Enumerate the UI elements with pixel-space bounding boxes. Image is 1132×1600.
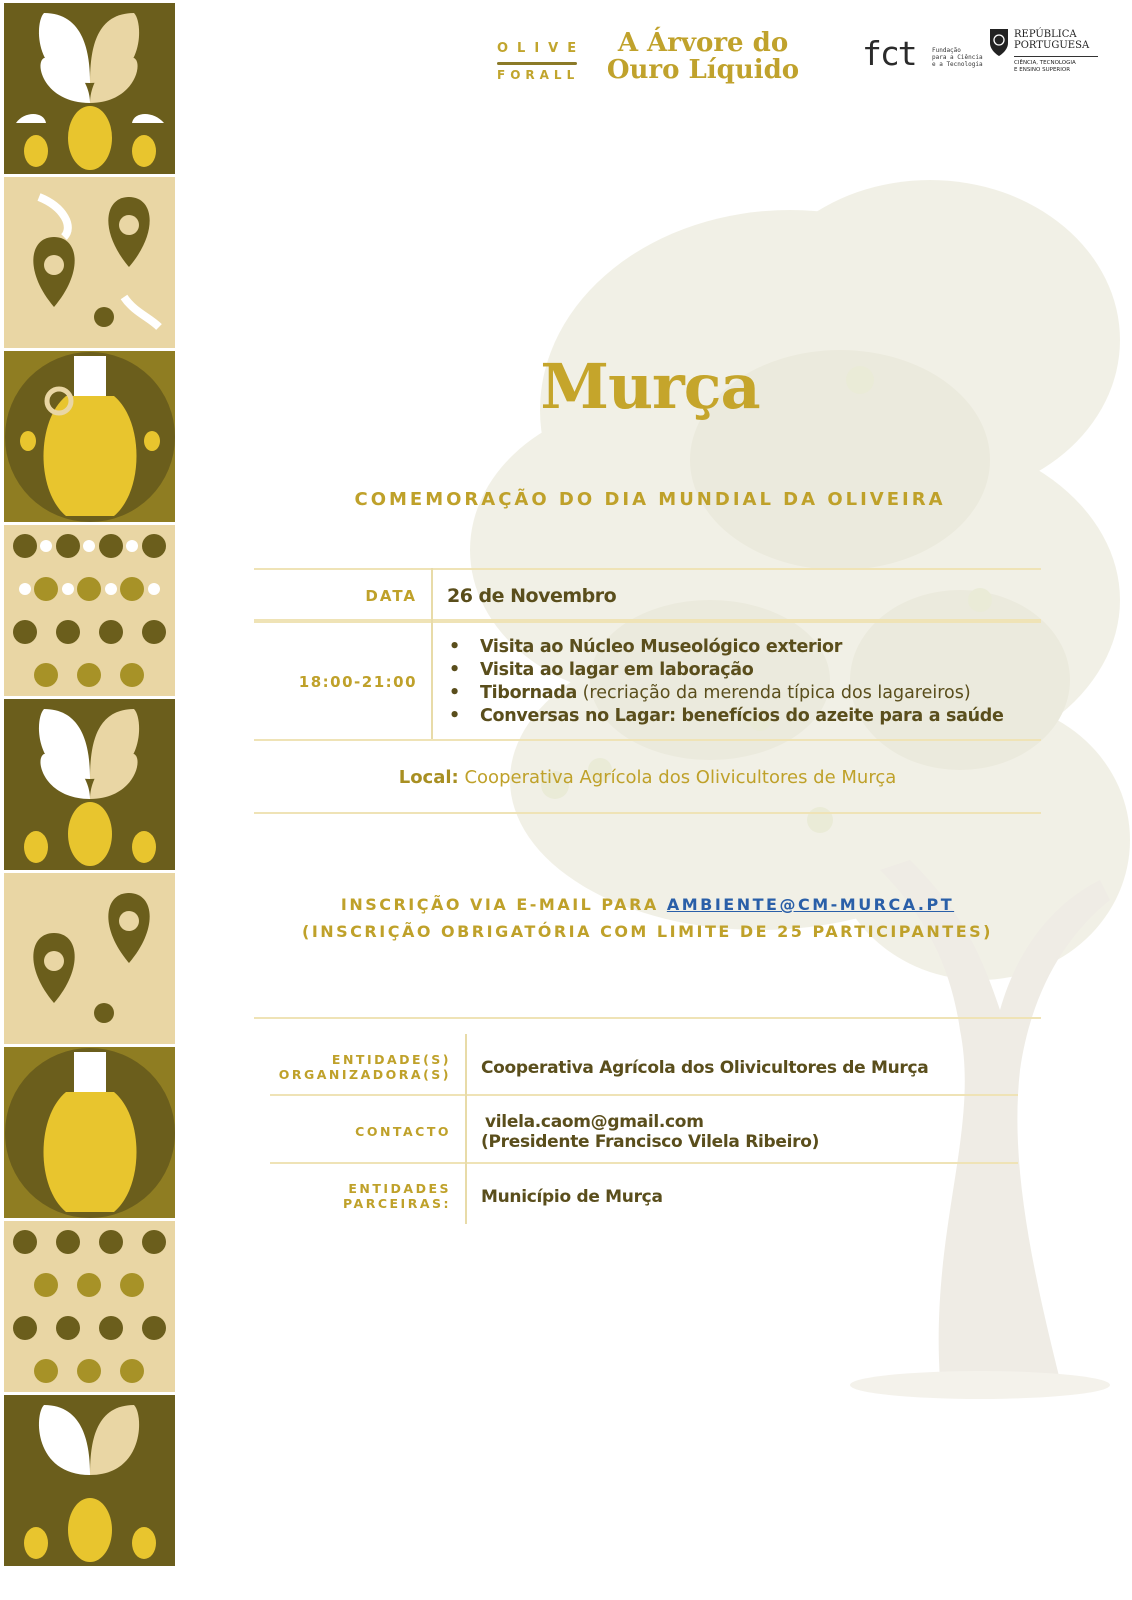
table-column-divider [465,1034,467,1224]
fct-caption-line: para a Ciência [932,54,983,61]
table-divider [254,568,1041,570]
fct-caption [932,47,992,68]
republica-line: REPÚBLICA [1014,29,1077,40]
list-item [448,682,1004,705]
contact-value [481,1112,819,1152]
geometric-pattern-tile [4,1221,175,1392]
olive-for-all-logo [497,41,586,87]
fct-caption-line: Fundação [932,47,961,54]
fct-logo [862,34,983,74]
leaf-olive-tile [4,699,175,870]
date-label: DATA [365,587,417,605]
contact-person: (Presidente Francisco Vilela Ribeiro) [481,1132,820,1152]
table-divider [254,619,1041,623]
fct-wordmark: fct [862,34,916,73]
list-item [448,659,1004,682]
decorative-tile-strip [4,3,175,1593]
logo-arvore-line1: A Árvore do [617,28,789,58]
organizer-label [266,1052,451,1082]
table-divider [270,1162,1018,1164]
location [254,767,1041,788]
geometric-pattern-tile [4,525,175,696]
activity-title: Conversas no Lagar: benefícios do azeite para a saúde [480,706,1004,726]
partners-value: Município de Murça [481,1187,663,1207]
logo-olive-text: OLIVE [497,41,586,56]
fct-caption-line: e a Tecnologia [932,61,983,68]
table-divider [254,1017,1041,1019]
oil-jar-tile [4,1047,175,1218]
contact-label: CONTACTO [355,1124,451,1139]
republica-name [1014,29,1089,51]
leaf-olive-tile [4,3,175,174]
logo-forall-text: FORALL [497,68,580,82]
page-title: Murça [540,350,760,423]
logo-divider [497,62,577,65]
organizer-label-line: ORGANIZADORA(S) [278,1067,451,1082]
registration-line [254,895,1041,914]
republica-line: PORTUGUESA [1014,40,1090,51]
arvore-ouro-liquido-logo [603,30,803,84]
registration-prefix: INSCRIÇÃO VIA E-MAIL PARA [340,895,667,914]
republica-ministry [1014,60,1076,74]
map-pin-tile [4,177,175,348]
location-label: Local: [398,767,459,788]
coat-of-arms-icon [988,27,1010,57]
republica-portuguesa-logo [988,27,1098,82]
partners-label-line: ENTIDADES [348,1181,451,1196]
republica-divider [1014,56,1098,57]
oil-jar-tile [4,351,175,522]
ministry-line: CIÊNCIA, TECNOLOGIA [1014,60,1076,66]
location-value: Cooperativa Agrícola dos Olivicultores de Murça [458,767,897,788]
registration-email-link[interactable]: AMBIENTE@CM-MURCA.PT [666,895,955,914]
ministry-line: E ENSINO SUPERIOR [1014,67,1071,73]
registration-note: (INSCRIÇÃO OBRIGATÓRIA COM LIMITE DE 25 PARTICIPANTES) [302,922,993,941]
partners-label-line: PARCEIRAS: [343,1196,451,1211]
partners-label [266,1181,451,1211]
leaf-olive-tile [4,1395,175,1593]
table-divider [254,812,1041,814]
activity-title: Visita ao Núcleo Museológico exterior [480,637,843,657]
activity-description: (recriação da merenda típica dos lagareiros) [577,683,971,703]
activities-list [448,636,1004,728]
table-divider [254,739,1041,741]
list-item [448,636,1004,659]
date-value: 26 de Novembro [447,585,617,607]
list-item [448,705,1004,728]
contact-email[interactable]: vilela.caom@gmail.com [485,1112,704,1132]
organizer-value: Cooperativa Agrícola dos Olivicultores de Murça [481,1058,929,1078]
logo-arvore-line2: Ouro Líquido [606,55,800,85]
activity-title: Visita ao lagar em laboração [480,660,754,680]
activity-title: Tibornada [480,683,578,703]
table-column-divider [431,568,433,739]
time-label: 18:00-21:00 [298,673,417,691]
organizer-label-line: ENTIDADE(S) [331,1052,451,1067]
page-subtitle: COMEMORAÇÃO DO DIA MUNDIAL DA OLIVEIRA [354,489,946,510]
map-pin-tile [4,873,175,1044]
table-divider [270,1094,1018,1096]
